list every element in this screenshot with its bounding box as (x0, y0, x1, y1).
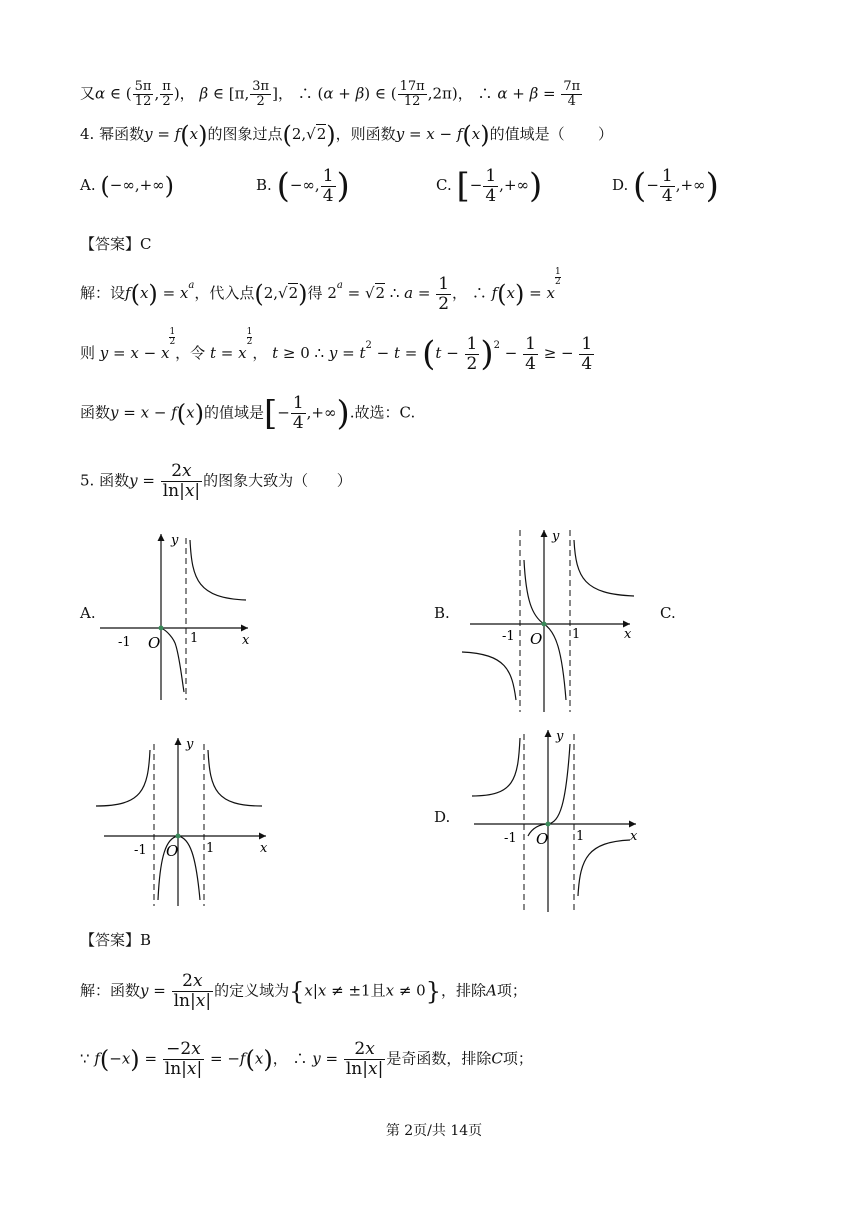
svg-text:-1: -1 (134, 843, 147, 858)
svg-text:y: y (552, 529, 560, 544)
question-5: 5. 函数y = $\frac{2x}{\ln|x|}$ 的图象大致为（ ） (80, 461, 352, 501)
option-a: A. (−∞,+∞) (80, 172, 175, 200)
line-alpha-beta: 又α ∈ ( $\frac{5\pi}{12}$ , $\frac{\pi}{2}$ )， β ∈ [π, $\frac{3\pi}{2}$ ]， ∴ (α + β) ∈ ( $\frac{17\pi}{12}$ ,2π)， ∴ α + β = $\frac{7\pi}{4}$ (80, 79, 581, 109)
svg-text:x: x (242, 633, 250, 648)
svg-text:-1: -1 (502, 629, 515, 644)
svg-text:O: O (166, 842, 179, 860)
page-footer: 第 2页/共 14页 (385, 1123, 483, 1139)
svg-text:y: y (556, 729, 564, 744)
graph-d-label: D. (434, 808, 451, 826)
solution-5-line-1: 解：函数y = $\frac{2x}{\ln|x|}$ 的定义域为{x|x ≠ ±1且x ≠ 0}，排除A项； (80, 971, 527, 1011)
answer-4: 【答案】C (80, 235, 152, 253)
graph-c (94, 730, 274, 910)
solution-4-line-1: 解：设$f(x) = x^a$，代入点(2,√2)得 $2^a = √2$ ∴ a = $\frac{1}{2}$ ， ∴ f(x) = x $\frac{1}{2}$ (80, 267, 561, 314)
svg-text:x: x (624, 627, 632, 642)
svg-text:O: O (530, 630, 543, 648)
graph-b-label: B. (434, 604, 450, 622)
svg-text:1: 1 (576, 829, 585, 844)
svg-text:x: x (630, 829, 638, 844)
solution-4-line-2: 则 y = x − x $\frac{1}{2}$，令 t = x $\frac{1}{2}$， t ≥ 0 ∴ $y = t^2 - t = (t$ − $\frac{1}{2}$ )$^2$ − $\frac{1}{4}$ ≥ − $\frac{1}{4}$ (80, 327, 593, 374)
option-d: D. (− $\frac{1}{4}$ ,+∞) (612, 165, 719, 206)
option-c: C. [− $\frac{1}{4}$ ,+∞) (436, 165, 543, 206)
svg-text:x: x (260, 841, 268, 856)
question-4: 4. 幂函数y = f(x)的图象过点(2,√2)，则函数y = x − f(x)的值域是（ ） (80, 121, 614, 149)
answer-5: 【答案】B (80, 931, 152, 949)
svg-text:1: 1 (206, 841, 215, 856)
graph-d (470, 724, 650, 914)
svg-text:-1: -1 (504, 831, 517, 846)
svg-text:y: y (186, 737, 194, 752)
graph-b (458, 520, 638, 715)
option-b: B. (−∞, $\frac{1}{4}$ ) (256, 165, 350, 206)
svg-text:1: 1 (572, 627, 581, 642)
svg-text:O: O (536, 830, 549, 848)
graph-c-label: C. (660, 604, 676, 622)
solution-5-line-2: ∵ f(−x) = $\frac{-2x}{\ln|x|}$ = −f(x)， ∴ y = $\frac{2x}{\ln|x|}$ 是奇函数，排除C项； (80, 1039, 533, 1079)
graph-a (96, 520, 266, 710)
solution-4-line-3: 函数y = x − f(x)的值域是[− $\frac{1}{4}$ ,+∞).故选：C. (80, 393, 416, 434)
svg-text:O: O (148, 634, 161, 652)
graph-a-label: A. (80, 604, 96, 622)
svg-text:-1: -1 (118, 635, 131, 650)
svg-text:1: 1 (190, 631, 199, 646)
svg-text:y: y (171, 533, 179, 548)
